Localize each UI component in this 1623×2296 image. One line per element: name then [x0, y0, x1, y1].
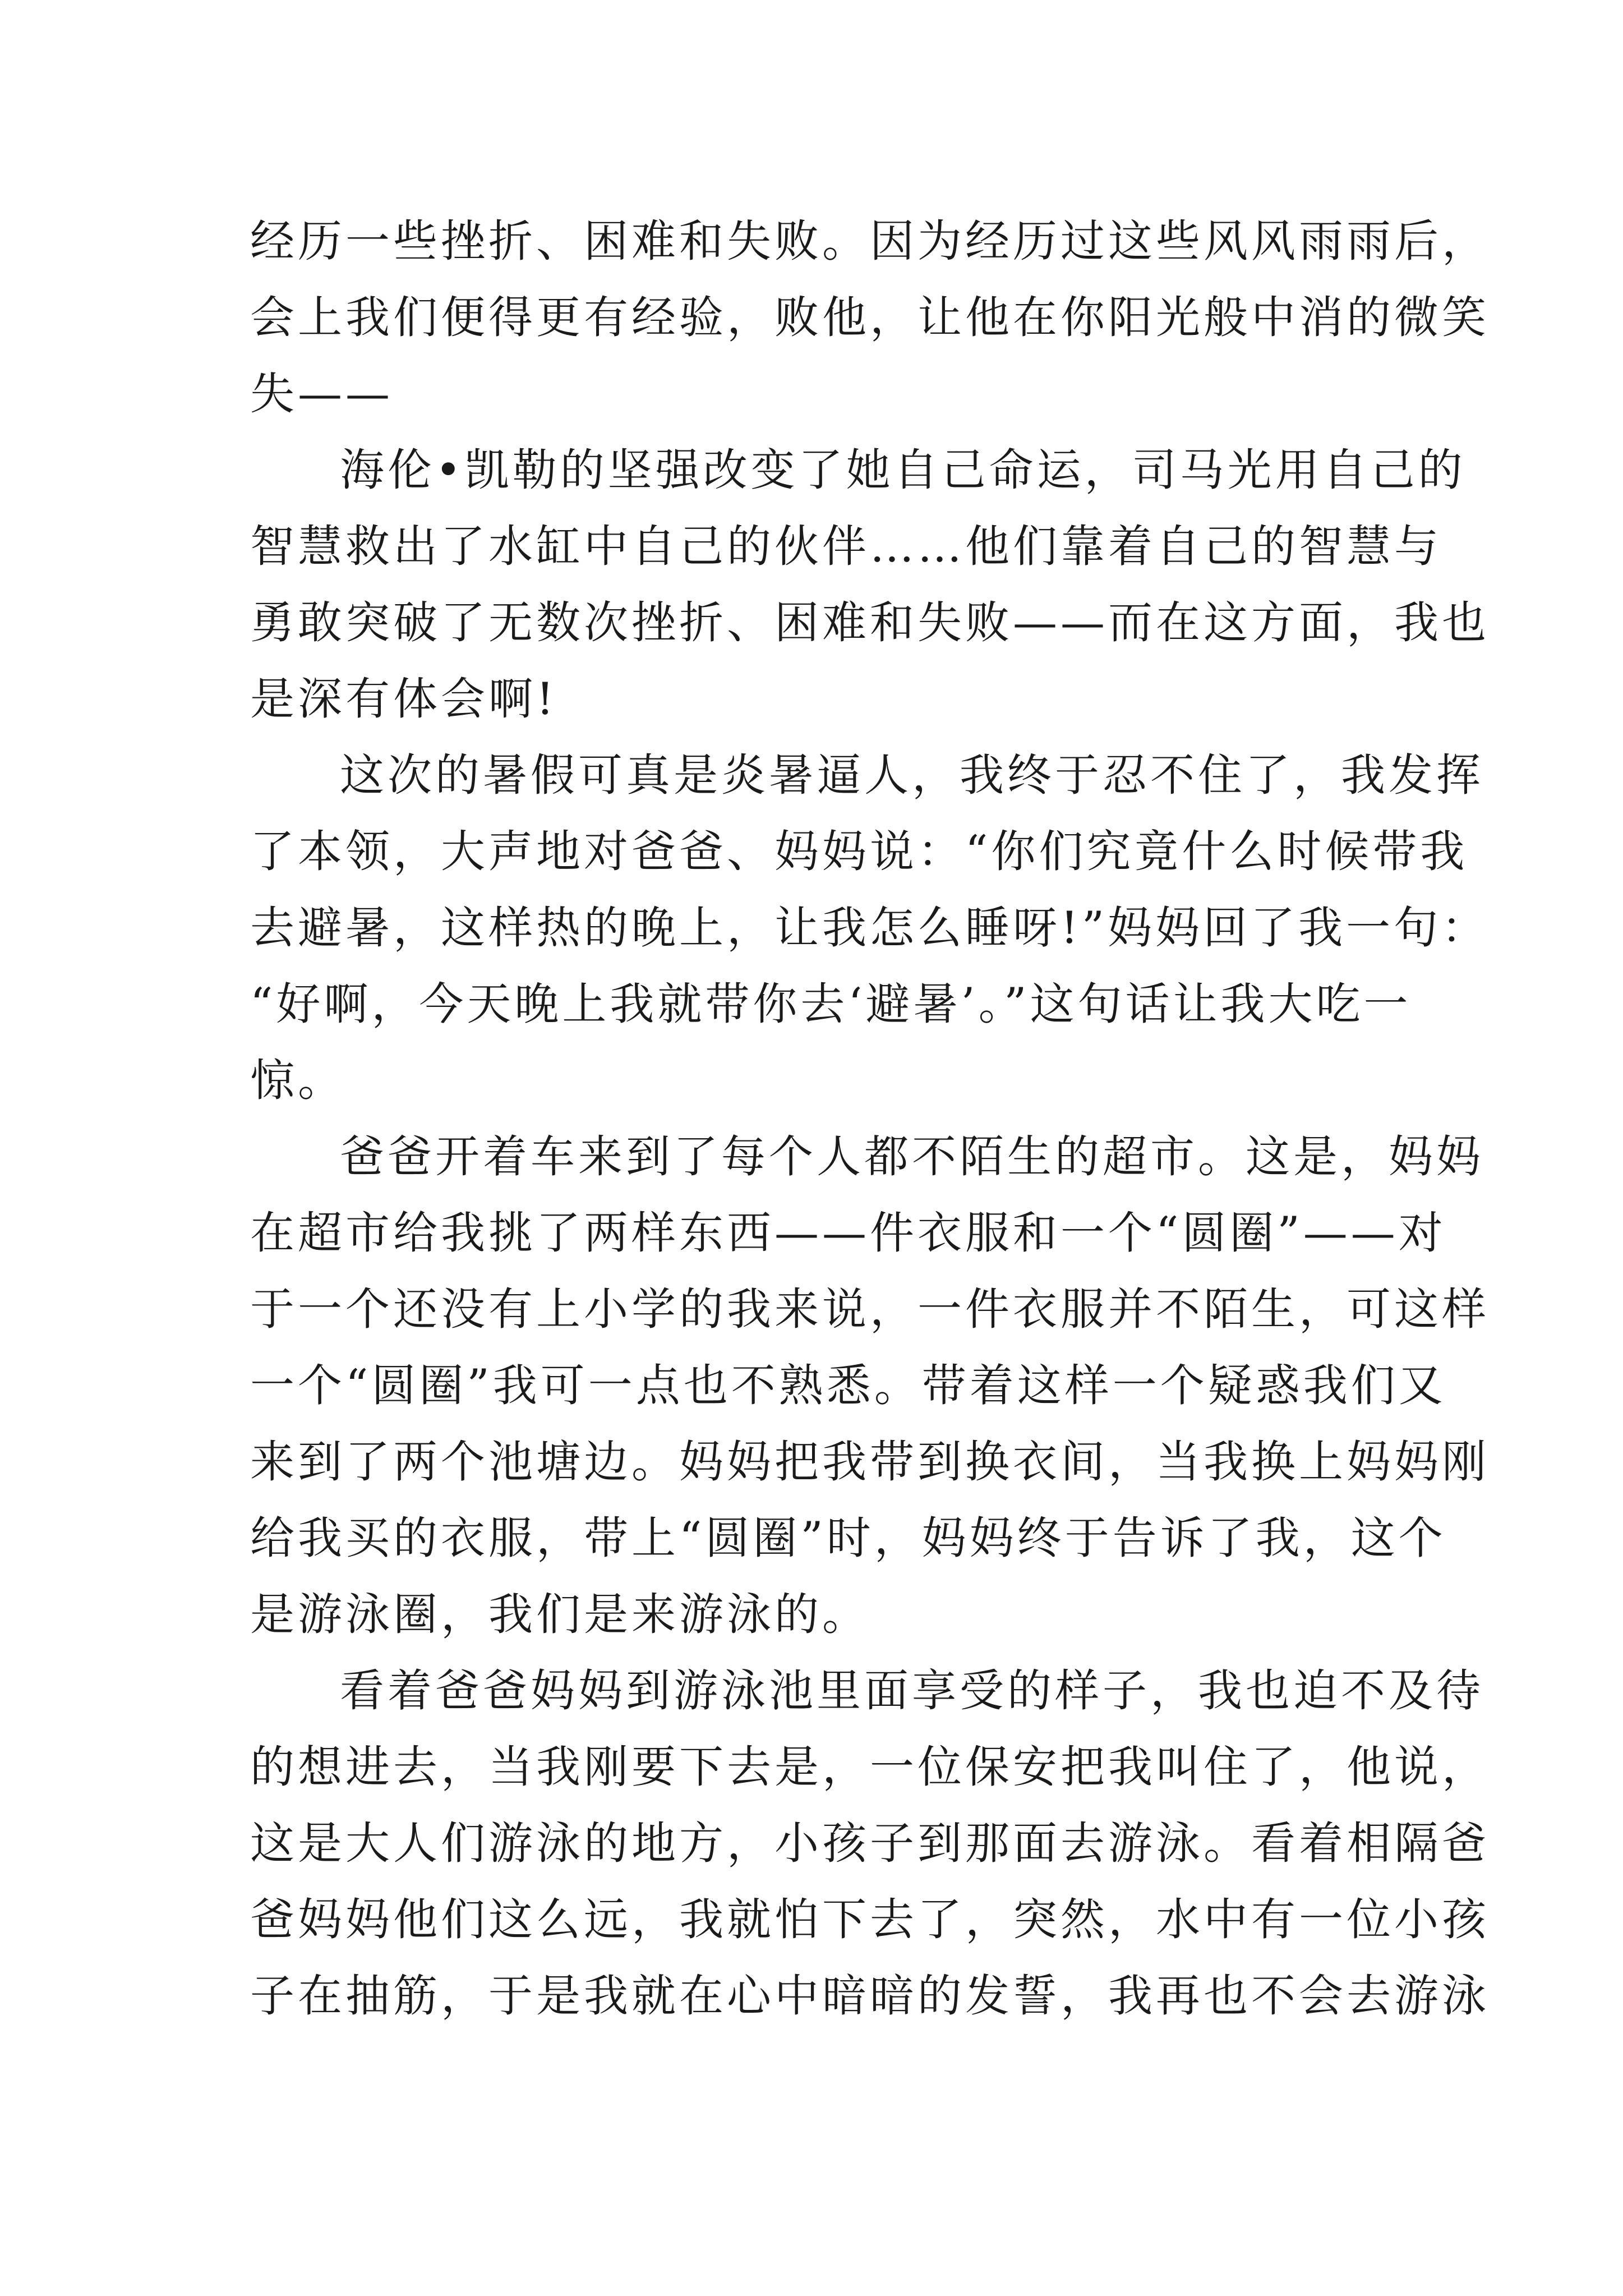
text-line: 是深有体会啊!: [250, 673, 557, 725]
paragraph-3: [250, 737, 1490, 1119]
paragraph-4: [250, 1119, 1490, 1653]
text-line: 爸妈妈他们这么远，我就怕下去了，突然，水中有一位小孩: [250, 1894, 1490, 1945]
document-body: [250, 203, 1490, 2034]
text-line: 智慧救出了水缸中自己的伙伴……他们靠着自己的智慧与: [250, 521, 1442, 572]
text-line: 惊。: [250, 1055, 345, 1106]
text-line: 来到了两个池塘边。妈妈把我带到换衣间，当我换上妈妈刚: [250, 1436, 1490, 1488]
text-line: 爸爸开着车来到了每个人都不陌生的超市。这是，妈妈: [340, 1131, 1484, 1182]
text-line: 勇敢突破了无数次挫折、困难和失败——而在这方面，我也: [250, 597, 1490, 648]
text-line: 的想进去，当我刚要下去是，一位保安把我叫住了，他说，: [250, 1741, 1490, 1793]
text-line: 海伦•凯勒的坚强改变了她自己命运，司马光用自己的: [340, 444, 1466, 496]
paragraph-1: [250, 203, 1490, 432]
text-line: 这次的暑假可真是炎暑逼人，我终于忍不住了，我发挥: [340, 749, 1484, 801]
text-line: 看着爸爸妈妈到游泳池里面享受的样子，我也迫不及待: [340, 1665, 1484, 1717]
text-line: 经历一些挫折、困难和失败。因为经历过这些风风雨雨后，: [250, 215, 1490, 267]
text-line: 了本领，大声地对爸爸、妈妈说：“你们究竟什么时候带我: [250, 826, 1468, 877]
text-line: 会上我们便得更有经验，败他，让他在你阳光般中消的微笑: [250, 292, 1490, 343]
text-line: 这是大人们游泳的地方，小孩子到那面去游泳。看着相隔爸: [250, 1818, 1490, 1869]
paragraph-5: [250, 1653, 1490, 2034]
text-line: 失——: [250, 368, 393, 420]
text-line: 在超市给我挑了两样东西——件衣服和一个“圆圈”——对: [250, 1207, 1446, 1259]
paragraph-2: [250, 432, 1490, 737]
text-line: “好啊，今天晚上我就带你去‘避暑’。”这句话让我大吃一: [250, 978, 1412, 1030]
text-line: 去避暑，这样热的晚上，让我怎么睡呀!”妈妈回了我一句：: [250, 902, 1490, 954]
text-line: 是游泳圈，我们是来游泳的。: [250, 1589, 870, 1640]
text-line: 一个“圆圈”我可一点也不熟悉。带着这样一个疑惑我们又: [250, 1360, 1446, 1411]
text-line: 子在抽筋，于是我就在心中暗暗的发誓，我再也不会去游泳: [250, 1970, 1490, 2022]
text-line: 给我买的衣服，带上“圆圈”时，妈妈终于告诉了我，这个: [250, 1512, 1446, 1564]
text-line: 于一个还没有上小学的我来说，一件衣服并不陌生，可这样: [250, 1283, 1490, 1335]
